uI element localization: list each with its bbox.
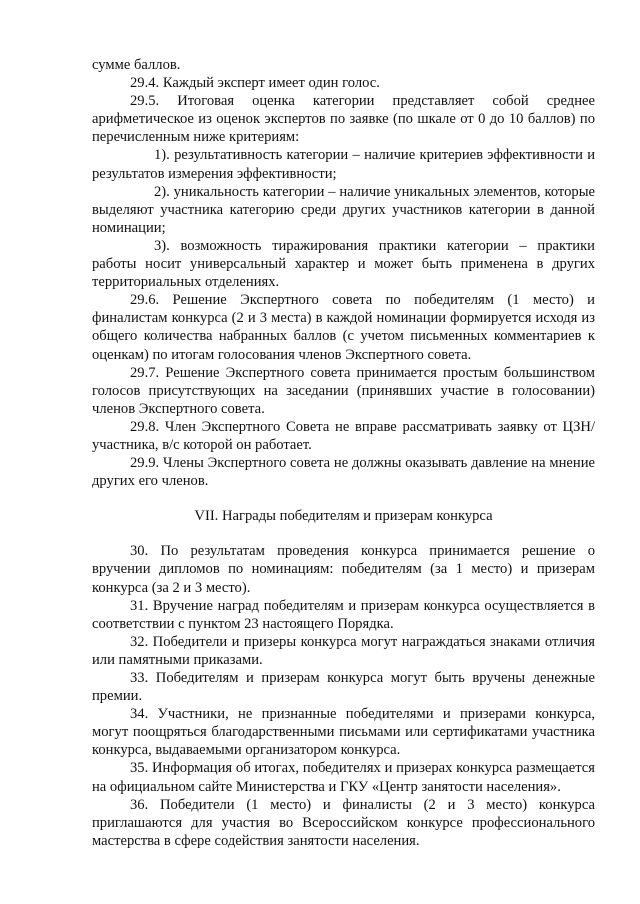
paragraph-29-9: 29.9. Члены Экспертного совета не должны оказывать давление на мнение других его членов. xyxy=(92,455,595,490)
paragraph-29-7: 29.7. Решение Экспертного совета принимается простым большинством голосов присутствующих на заседании (принявших участие в голосовании) членов Экспертного совета. xyxy=(92,364,595,417)
paragraph-29-8: 29.8. Член Экспертного Совета не вправе рассматривать заявку от ЦЗН/участника, в/с которой он работает. xyxy=(92,418,595,453)
spacer xyxy=(92,525,595,542)
paragraph-30: 30. По результатам проведения конкурса принимается решение о вручении дипломов по номинациям: победителям (за 1 место) и призерам конкурса (за 2 и 3 место). xyxy=(92,543,595,596)
paragraph-33: 33. Победителям и призерам конкурса могут быть вручены денежные премии. xyxy=(92,670,595,705)
criterion-2: 2). уникальность категории – наличие уникальных элементов, которые выделяют участника категорию среди других участников категории в данной номинации; xyxy=(92,183,595,236)
paragraph-32: 32. Победители и призеры конкурса могут награждаться знаками отличия или памятными приказами. xyxy=(92,633,595,668)
section-heading: VII. Награды победителям и призерам конкурса xyxy=(194,508,493,525)
paragraph-35: 35. Информация об итогах, победителях и призерах конкурса размещается на официальном сайте Министерства и ГКУ «Центр занятости населения». xyxy=(92,760,595,795)
paragraph-36: 36. Победители (1 место) и финалисты (2 и 3 место) конкурса приглашаются для участия во Всероссийском конкурсе профессионального мастерства в сфере содействия занятости населения. xyxy=(92,796,595,849)
document-page xyxy=(92,56,595,850)
paragraph-31: 31. Вручение наград победителям и призерам конкурса осуществляется в соответствии с пунктом 23 настоящего Порядка. xyxy=(92,597,595,632)
paragraph-29-4: 29.4. Каждый эксперт имеет один голос. xyxy=(130,75,380,92)
spacer xyxy=(92,490,595,507)
criterion-1: 1). результативность категории – наличие критериев эффективности и результатов измерения эффективности; xyxy=(92,147,595,182)
paragraph-29-5: 29.5. Итоговая оценка категории представляет собой среднее арифметическое из оценок экспертов по заявке (по шкале от 0 до 10 баллов) по перечисленным ниже критериям: xyxy=(92,93,595,146)
paragraph-29-6: 29.6. Решение Экспертного совета по победителям (1 место) и финалистам конкурса (2 и 3 места) в каждой номинации формируется исходя из общего количества набранных баллов (с учетом письменных комментариев к оценкам) по итогам голосования членов Экспертного совета. xyxy=(92,292,595,363)
paragraph-34: 34. Участники, не признанные победителями и призерами конкурса, могут поощряться благодарственными письмами или сертификатами участника конкурса, выдаваемыми организатором конкурса. xyxy=(92,706,595,759)
continuation-text: сумме баллов. xyxy=(92,57,181,73)
criterion-3: 3). возможность тиражирования практики категории – практики работы носит универсальный характер и может быть применена в других территориальных отделениях. xyxy=(92,237,595,291)
